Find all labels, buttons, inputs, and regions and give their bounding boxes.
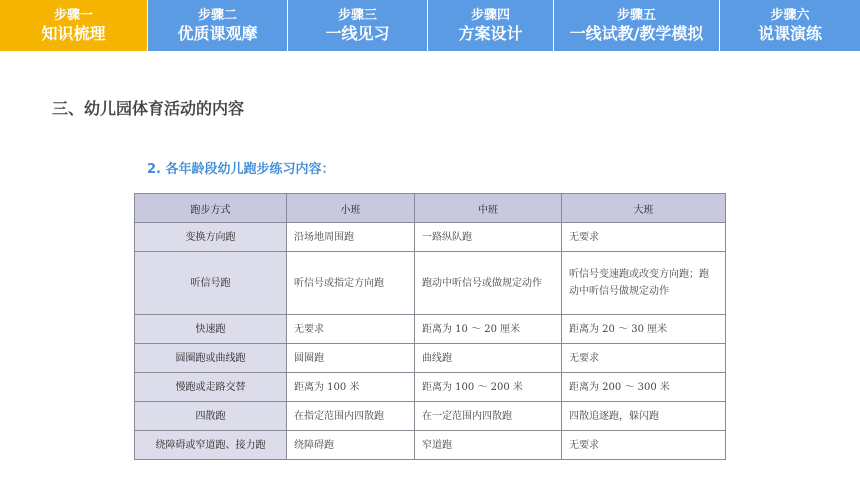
tab-step-label: 步骤四	[470, 7, 510, 23]
table-row	[135, 223, 726, 252]
table-row	[135, 431, 726, 460]
section-title: 三、幼儿园体育活动的内容	[52, 99, 245, 118]
table-cell: 距离为 100 米	[287, 373, 415, 402]
table-caption: 2. 各年龄段幼儿跑步练习内容：	[147, 162, 335, 177]
table-cell: 绕障碍跑	[287, 431, 415, 460]
header-running-mode: 跑步方式	[135, 194, 287, 223]
table-cell: 听信号变速跑或改变方向跑；跑动中听信号做规定动作	[562, 252, 726, 315]
table-cell: 窄道跑	[415, 431, 562, 460]
row-label: 绕障碍或窄道跑、接力跑	[135, 431, 287, 460]
table-row	[135, 315, 726, 344]
table-cell: 在指定范围内四散跑	[287, 402, 415, 431]
tab-step-name: 方案设计	[458, 23, 523, 43]
table-row	[135, 344, 726, 373]
header-middle-class: 中班	[415, 194, 562, 223]
tab-step-2[interactable]	[148, 0, 288, 51]
table-cell: 圆圈跑	[287, 344, 415, 373]
tab-step-6[interactable]	[720, 0, 860, 51]
row-label: 变换方向跑	[135, 223, 287, 252]
table-row	[135, 402, 726, 431]
table-cell: 四散追逐跑，躲闪跑	[562, 402, 726, 431]
table-cell: 无要求	[562, 223, 726, 252]
tab-step-label: 步骤六	[770, 7, 810, 23]
step-tab-bar	[0, 0, 860, 51]
table-cell: 一路纵队跑	[415, 223, 562, 252]
row-label: 快速跑	[135, 315, 287, 344]
running-content-table	[134, 193, 726, 460]
tab-step-name: 一线试教/教学模拟	[569, 23, 704, 43]
row-label: 圆圈跑或曲线跑	[135, 344, 287, 373]
table-cell: 曲线跑	[415, 344, 562, 373]
table-cell: 在一定范围内四散跑	[415, 402, 562, 431]
header-big-class: 大班	[562, 194, 726, 223]
row-label: 听信号跑	[135, 252, 287, 315]
table-cell: 跑动中听信号或做规定动作	[415, 252, 562, 315]
tab-step-label: 步骤二	[197, 7, 237, 23]
tab-step-label: 步骤一	[53, 7, 93, 23]
table-cell: 沿场地周围跑	[287, 223, 415, 252]
tab-step-3[interactable]	[288, 0, 428, 51]
tab-step-name: 优质课观摩	[177, 23, 258, 43]
tab-step-name: 知识梳理	[41, 23, 106, 43]
table-cell: 距离为 200 ～ 300 米	[562, 373, 726, 402]
tab-step-name: 说课演练	[757, 23, 822, 43]
tab-step-label: 步骤五	[616, 7, 656, 23]
tab-step-5[interactable]	[554, 0, 720, 51]
row-label: 慢跑或走路交替	[135, 373, 287, 402]
header-small-class: 小班	[287, 194, 415, 223]
table-cell: 距离为 100 ～ 200 米	[415, 373, 562, 402]
table-cell: 无要求	[562, 344, 726, 373]
table-header-row	[135, 194, 726, 223]
row-label: 四散跑	[135, 402, 287, 431]
table-row	[135, 373, 726, 402]
tab-step-name: 一线见习	[325, 23, 390, 43]
tab-step-1[interactable]	[0, 0, 148, 51]
table-cell: 无要求	[287, 315, 415, 344]
tab-step-label: 步骤三	[337, 7, 377, 23]
table-cell: 距离为 10 ～ 20 厘米	[415, 315, 562, 344]
tab-step-4[interactable]	[428, 0, 554, 51]
table-cell: 听信号或指定方向跑	[287, 252, 415, 315]
table-cell: 距离为 20 ～ 30 厘米	[562, 315, 726, 344]
table-row	[135, 252, 726, 315]
table-cell: 无要求	[562, 431, 726, 460]
